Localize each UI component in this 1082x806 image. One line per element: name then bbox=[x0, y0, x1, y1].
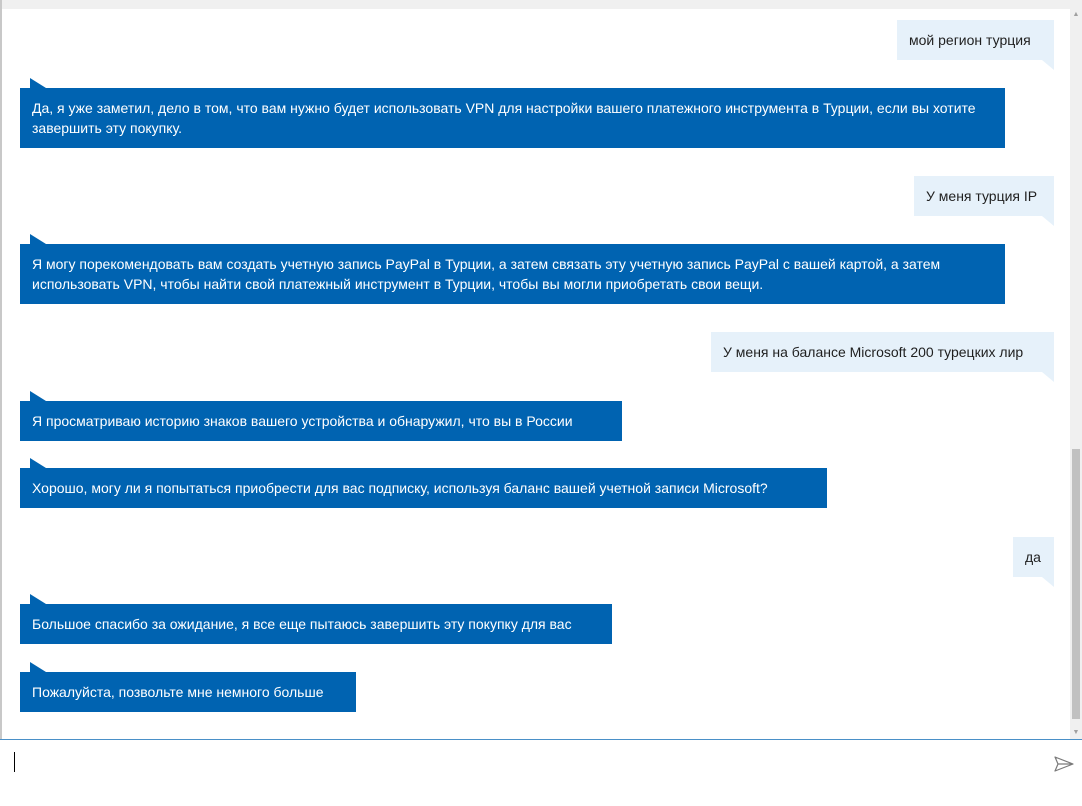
user-message: мой регион турция bbox=[897, 20, 1054, 60]
agent-message: Я просматриваю историю знаков вашего устройства и обнаружил, что вы в России bbox=[20, 401, 622, 441]
vertical-scrollbar[interactable] bbox=[1070, 9, 1082, 739]
message-composer bbox=[0, 739, 1082, 806]
conversation-area[interactable] bbox=[2, 9, 1070, 739]
user-message: У меня турция IP bbox=[914, 176, 1054, 216]
scroll-down-icon[interactable]: ▼ bbox=[1072, 729, 1080, 736]
agent-message: Да, я уже заметил, дело в том, что вам нужно будет использовать VPN для настройки вашего платежного инструмента в Турции, если вы хотите завершить эту покупку. bbox=[20, 88, 1005, 148]
send-arrow-icon bbox=[1054, 756, 1074, 772]
scrollbar-thumb[interactable] bbox=[1072, 449, 1080, 719]
send-button[interactable] bbox=[1052, 752, 1076, 776]
agent-message: Я могу порекомендовать вам создать учетную запись PayPal в Турции, а затем связать эту учетную запись PayPal с вашей картой, а затем использовать VPN, чтобы найти свой платежный инструмент в Турции, чтобы вы могли приобретать свои вещи. bbox=[20, 244, 1005, 304]
agent-message: Пожалуйста, позвольте мне немного больше bbox=[20, 672, 356, 712]
user-message: У меня на балансе Microsoft 200 турецких лир bbox=[711, 332, 1054, 372]
message-input[interactable] bbox=[12, 748, 1032, 778]
window-top-strip bbox=[0, 0, 1082, 9]
agent-message: Большое спасибо за ожидание, я все еще пытаюсь завершить эту покупку для вас bbox=[20, 604, 612, 644]
user-message: да bbox=[1013, 537, 1054, 577]
text-caret bbox=[14, 752, 15, 772]
agent-message: Хорошо, могу ли я попытаться приобрести для вас подписку, используя баланс вашей учетной записи Microsoft? bbox=[20, 468, 827, 508]
scroll-up-icon[interactable]: ▲ bbox=[1072, 11, 1080, 18]
